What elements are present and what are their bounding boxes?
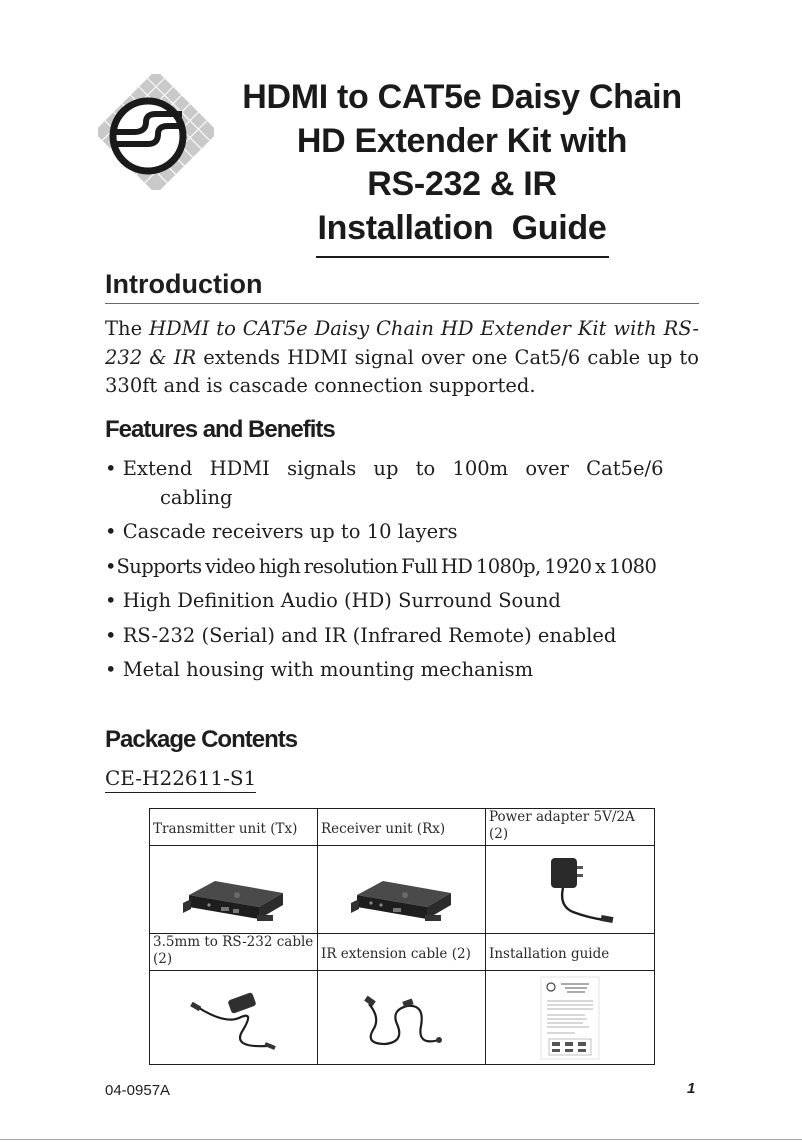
list-item [105, 587, 685, 616]
table-cell-label: Receiver unit (Rx) [318, 809, 486, 846]
feature-text: High Definition Audio (HD) Surround Sound [122, 589, 561, 612]
feature-text: Metal housing with mounting mechanism [122, 658, 534, 681]
table-cell-label: Transmitter unit (Tx) [150, 809, 318, 846]
list-item [105, 622, 685, 651]
intro-product-name: HDMI to CAT5e Daisy Chain HD Extender Kit with RS-232 & IR [105, 317, 699, 369]
document-title [220, 76, 704, 258]
receiver-image-cell [318, 846, 486, 934]
receiver-unit-image [347, 855, 457, 925]
title-line-2: HD Extender Kit with [296, 121, 628, 160]
features-list [105, 455, 685, 691]
table-cell-label: IR extension cable (2) [318, 934, 486, 971]
feature-text: Extend HDMI signals up to 100m over Cat5e/6 cabling [122, 457, 664, 509]
ir-extension-cable-image [347, 978, 457, 1058]
table-cell-label: Power adapter 5V/2A (2) [486, 809, 655, 846]
intro-rest: extends HDMI signal over one Cat5/6 cable up to 330ft and is cascade connection supported. [105, 345, 706, 397]
feature-text: Supports video high resolution Full HD 1080p, 1920 x 1080 [116, 554, 657, 578]
rs232-cable-image [179, 978, 289, 1058]
list-item [105, 553, 685, 582]
page-bottom-rule [0, 1139, 802, 1140]
bullet: • [105, 457, 117, 480]
bullet: • [105, 554, 117, 578]
feature-text: Cascade receivers up to 10 layers [122, 520, 458, 543]
title-line-3: RS-232 & IR [367, 165, 557, 203]
list-item [105, 518, 685, 547]
package-contents-table [149, 808, 655, 1065]
page-number: 1 [687, 1080, 696, 1097]
siig-logo [98, 74, 214, 190]
model-number: CE-H22611-S1 [105, 764, 256, 793]
title-line-4: Installation Guide [316, 207, 609, 259]
document-number: 04-0957A [105, 1082, 171, 1099]
title-line-1: HDMI to CAT5e Daisy Chain [242, 78, 682, 116]
rs232-cable-image-cell [150, 971, 318, 1065]
transmitter-unit-image [179, 855, 289, 925]
list-item [105, 455, 685, 512]
package-contents-heading: Package Contents [105, 726, 298, 753]
table-cell-label: Installation guide [486, 934, 655, 971]
features-heading: Features and Benefits [105, 416, 335, 443]
bullet: • [105, 520, 117, 543]
intro-prefix: The [105, 317, 150, 340]
ir-cable-image-cell [318, 971, 486, 1065]
introduction-heading: Introduction [105, 268, 699, 304]
introduction-text [105, 315, 706, 401]
guide-image-cell [486, 971, 655, 1065]
bullet: • [105, 623, 117, 647]
table-cell-label: 3.5mm to RS-232 cable (2) [150, 934, 318, 971]
transmitter-image-cell [150, 846, 318, 934]
feature-text: RS-232 (Serial) and IR (Infrared Remote) enabled [122, 623, 617, 647]
power-adapter-image-cell [486, 846, 655, 934]
installation-guide-thumbnail [535, 975, 605, 1061]
bullet: • [105, 658, 117, 681]
bullet: • [105, 589, 117, 612]
list-item [105, 656, 685, 685]
power-adapter-image [515, 850, 625, 930]
